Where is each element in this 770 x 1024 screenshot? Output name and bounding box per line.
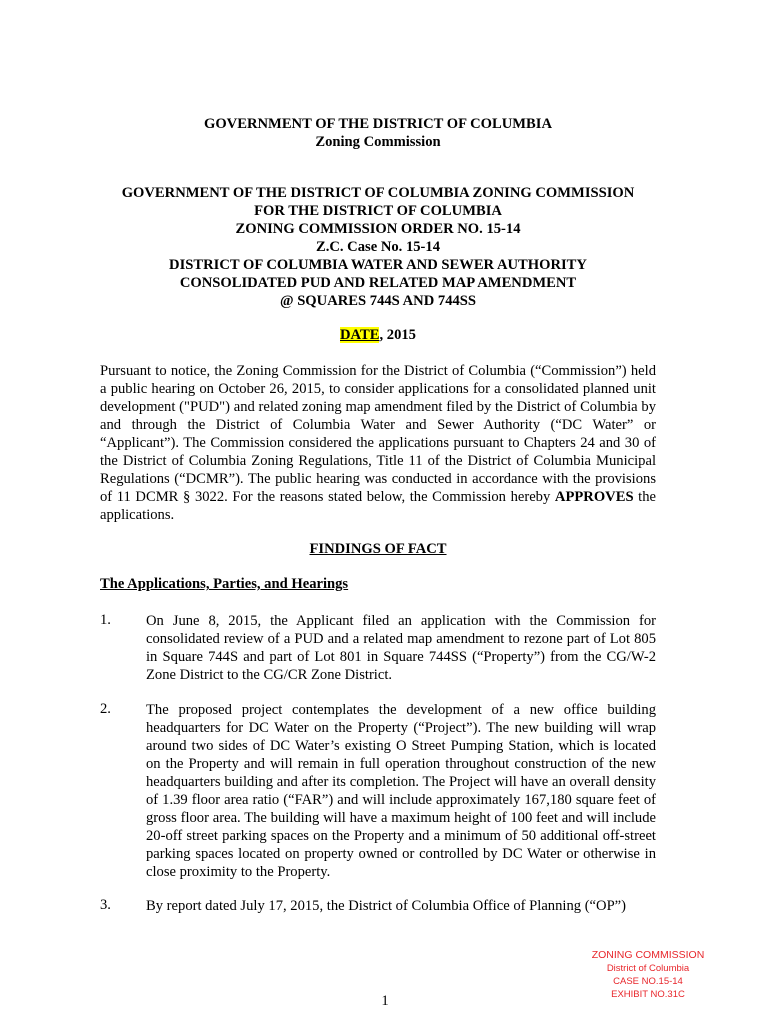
date-year: , 2015 bbox=[379, 327, 416, 343]
finding-number: 2. bbox=[100, 701, 111, 717]
agency-header bbox=[100, 115, 656, 151]
order-title bbox=[100, 184, 656, 310]
findings-heading: FINDINGS OF FACT bbox=[309, 541, 447, 557]
agency-subname: Zoning Commission bbox=[315, 134, 441, 150]
date-placeholder: DATE bbox=[340, 327, 380, 343]
finding-text: On June 8, 2015, the Applicant filed an application with the Commission for consolidated review of a PUD and a related map amendment to rezone part of Lot 805 in Square 744S and part of Lot 801 in Square 744SS (“Property”) from the CG/W-2 Zone District to the CG/CR Zone District. bbox=[146, 613, 656, 683]
order-date bbox=[100, 327, 656, 344]
applications-subheading: The Applications, Parties, and Hearings bbox=[100, 576, 349, 592]
order-number: ZONING COMMISSION ORDER NO. 15-14 bbox=[235, 221, 521, 237]
agency-name: GOVERNMENT OF THE DISTRICT OF COLUMBIA bbox=[203, 116, 552, 132]
stamp-line-1: ZONING COMMISSION bbox=[591, 949, 705, 961]
application-type: CONSOLIDATED PUD AND RELATED MAP AMENDMENT bbox=[179, 275, 577, 291]
finding-text: By report dated July 17, 2015, the District of Columbia Office of Planning (“OP”) bbox=[146, 898, 627, 914]
order-title-line-2: FOR THE DISTRICT OF COLUMBIA bbox=[254, 203, 502, 219]
applicant-name: DISTRICT OF COLUMBIA WATER AND SEWER AUTHORITY bbox=[169, 257, 587, 273]
finding-item bbox=[100, 612, 656, 684]
page-number: 1 bbox=[381, 993, 389, 1009]
stamp-line-4: EXHIBIT NO.31C bbox=[611, 989, 685, 1000]
intro-text: Pursuant to notice, the Zoning Commission for the District of Columbia (“Commission”) held a public hearing on October 26, 2015, to consider applications for a consolidated planned unit development ("PUD") and related zoning map amendment filed by the District of Columbia by and through the District of Columbia Water and Sewer Authority (“DC Water” or “Applicant”). The Commission considered the applications pursuant to Chapters 24 and 30 of the District of Columbia Zoning Regulations, Title 11 of the District of Columbia Municipal Regulations (“DCMR”). The public hearing was conducted in accordance with the provisions of 11 DCMR § 3022. For the reasons stated below, the Commission hereby bbox=[100, 363, 656, 505]
finding-item bbox=[100, 897, 656, 915]
stamp-line-3: CASE NO.15-14 bbox=[613, 976, 683, 987]
finding-number: 1. bbox=[100, 612, 111, 628]
approves-word: APPROVES bbox=[554, 489, 634, 505]
intro-paragraph bbox=[100, 362, 656, 524]
stamp-line-2: District of Columbia bbox=[606, 963, 690, 974]
order-title-line-1: GOVERNMENT OF THE DISTRICT OF COLUMBIA ZONING COMMISSION bbox=[121, 185, 635, 201]
intro-text-end: the applications. bbox=[100, 489, 657, 523]
property-squares: @ SQUARES 744S AND 744SS bbox=[279, 293, 477, 309]
finding-item bbox=[100, 701, 656, 881]
case-number: Z.C. Case No. 15-14 bbox=[315, 239, 441, 255]
finding-number: 3. bbox=[100, 897, 111, 913]
finding-text: The proposed project contemplates the development of a new office building headquarters for DC Water on the Property (“Project”). The new building will wrap around two sides of DC Water’s existing O Street Pumping Station, which is located on the Property and will remain in full operation throughout construction of the new headquarters building and after its completion. The Project will have an overall density of 1.39 floor area ratio (“FAR”) and will include approximately 167,180 square feet of gross floor area. The building will have a maximum height of 100 feet and will include 20-off street parking spaces on the Property and a minimum of 50 additional off-street parking spaces located on property owned or controlled by DC Water or otherwise in close proximity to the Property. bbox=[146, 702, 656, 880]
